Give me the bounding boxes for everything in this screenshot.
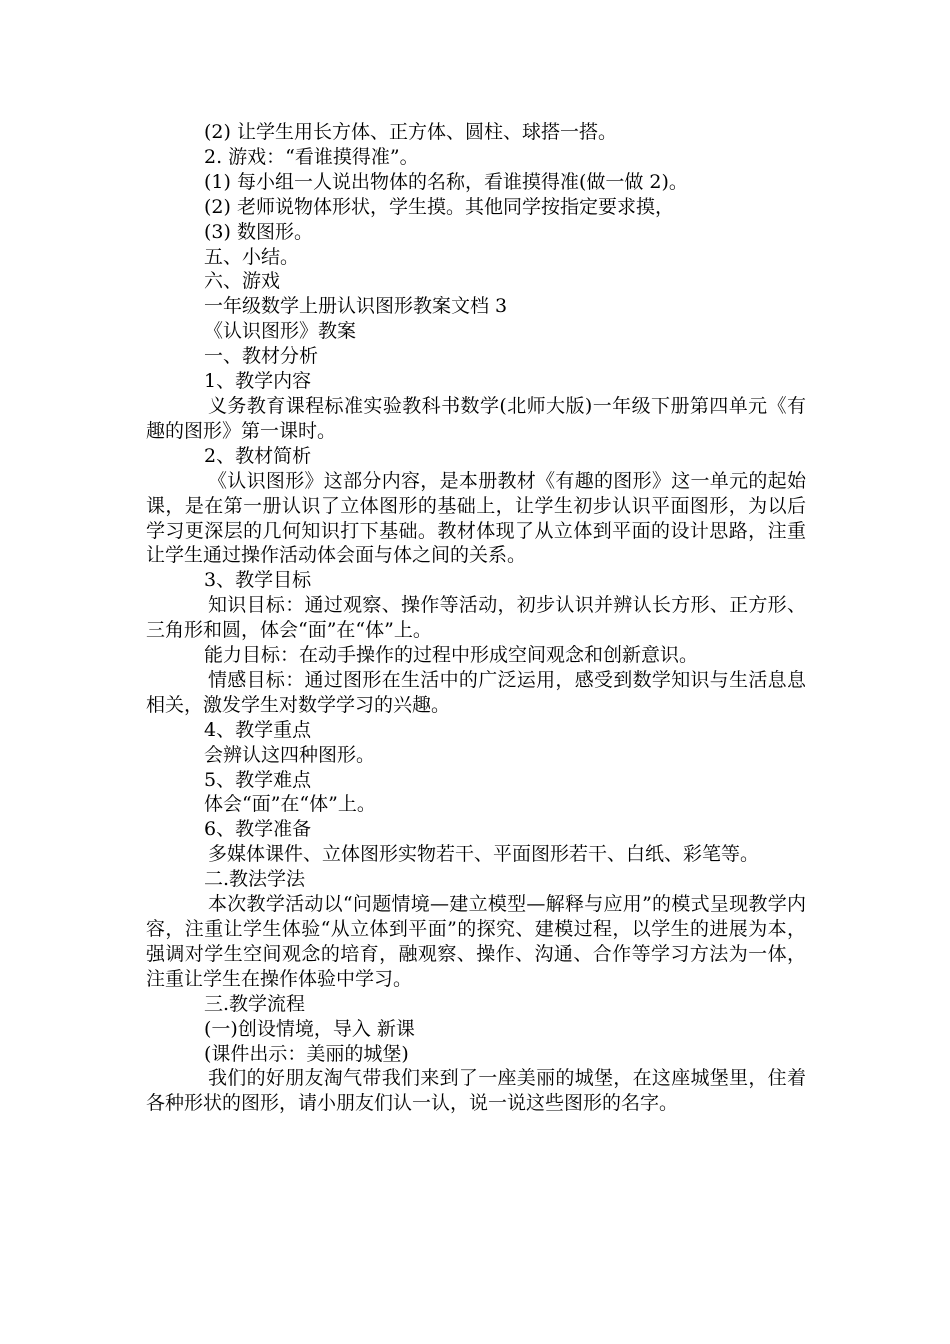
- paragraph: (1) 每小组一人说出物体的名称，看谁摸得准(做一做 2)。: [204, 170, 688, 193]
- paragraph: 本次教学活动以“问题情境—建立模型—解释与应用”的模式呈现教学内容，注重让学生体验“从立体到平面”的探究、建模过程，以学生的进展为本，强调对学生空间观念的培育，融观察、操作、沟通、合作等学习方法为一体，注重让学生在操作体验中学习。: [146, 893, 806, 990]
- section-heading: 二.教法学法: [204, 868, 306, 891]
- subsection-heading: 1、教学内容: [204, 370, 312, 393]
- paragraph: 能力目标：在动手操作的过程中形成空间观念和创新意识。: [204, 644, 699, 667]
- subsection-heading: 4、教学重点: [204, 718, 312, 741]
- subsection-heading: 2、教材简析: [204, 444, 312, 467]
- section-heading: 六、游戏: [204, 270, 281, 293]
- document-title: 一年级数学上册认识图形教案文档 3: [204, 295, 508, 318]
- paragraph: 情感目标：通过图形在生活中的广泛运用，感受到数学知识与生活息息相关，激发学生对数学学习的兴趣。: [146, 668, 806, 716]
- subsection-heading: 3、教学目标: [204, 569, 312, 592]
- paragraph: 义务教育课程标准实验教科书数学(北师大版)一年级下册第四单元《有趣的图形》第一课时。: [146, 394, 806, 442]
- paragraph: (3) 数图形。: [204, 220, 313, 243]
- paragraph: 《认识图形》这部分内容，是本册教材《有趣的图形》这一单元的起始课，是在第一册认识了立体图形的基础上，让学生初步认识平面图形，为以后学习更深层的几何知识打下基础。教材体现了从立体到平面的设计思路，注重让学生通过操作活动体会面与体之间的关系。: [146, 469, 806, 567]
- subsection-heading: 6、教学准备: [204, 818, 312, 841]
- document-body: [146, 120, 806, 1116]
- paragraph: 知识目标：通过观察、操作等活动，初步认识并辨认长方形、正方形、三角形和圆，体会“面”在“体”上。: [146, 594, 806, 642]
- paragraph: 我们的好朋友淘气带我们来到了一座美丽的城堡，在这座城堡里，住着各种形状的图形，请小朋友们认一认，说一说这些图形的名字。: [146, 1067, 806, 1115]
- section-heading: 五、小结。: [204, 245, 300, 268]
- section-heading: 一、教材分析: [204, 345, 319, 368]
- section-heading: 三.教学流程: [204, 992, 306, 1015]
- paragraph: (2) 老师说物体形状，学生摸。其他同学按指定要求摸，: [204, 195, 674, 218]
- paragraph: 体会“面”在“体”上。: [204, 793, 376, 816]
- paragraph: (课件出示：美丽的城堡): [204, 1042, 409, 1065]
- paragraph: 多媒体课件、立体图形实物若干、平面图形若干、白纸、彩笔等。: [208, 843, 760, 866]
- paragraph: (2) 让学生用长方体、正方体、圆柱、球搭一搭。: [204, 121, 617, 143]
- paragraph: 会辨认这四种图形。: [204, 743, 376, 766]
- subsection-heading: (一)创设情境，导入 新课: [204, 1017, 415, 1040]
- paragraph: 2. 游戏：“看谁摸得准”。: [204, 145, 419, 168]
- lesson-title: 《认识图形》教案: [204, 320, 357, 343]
- subsection-heading: 5、教学难点: [204, 768, 312, 791]
